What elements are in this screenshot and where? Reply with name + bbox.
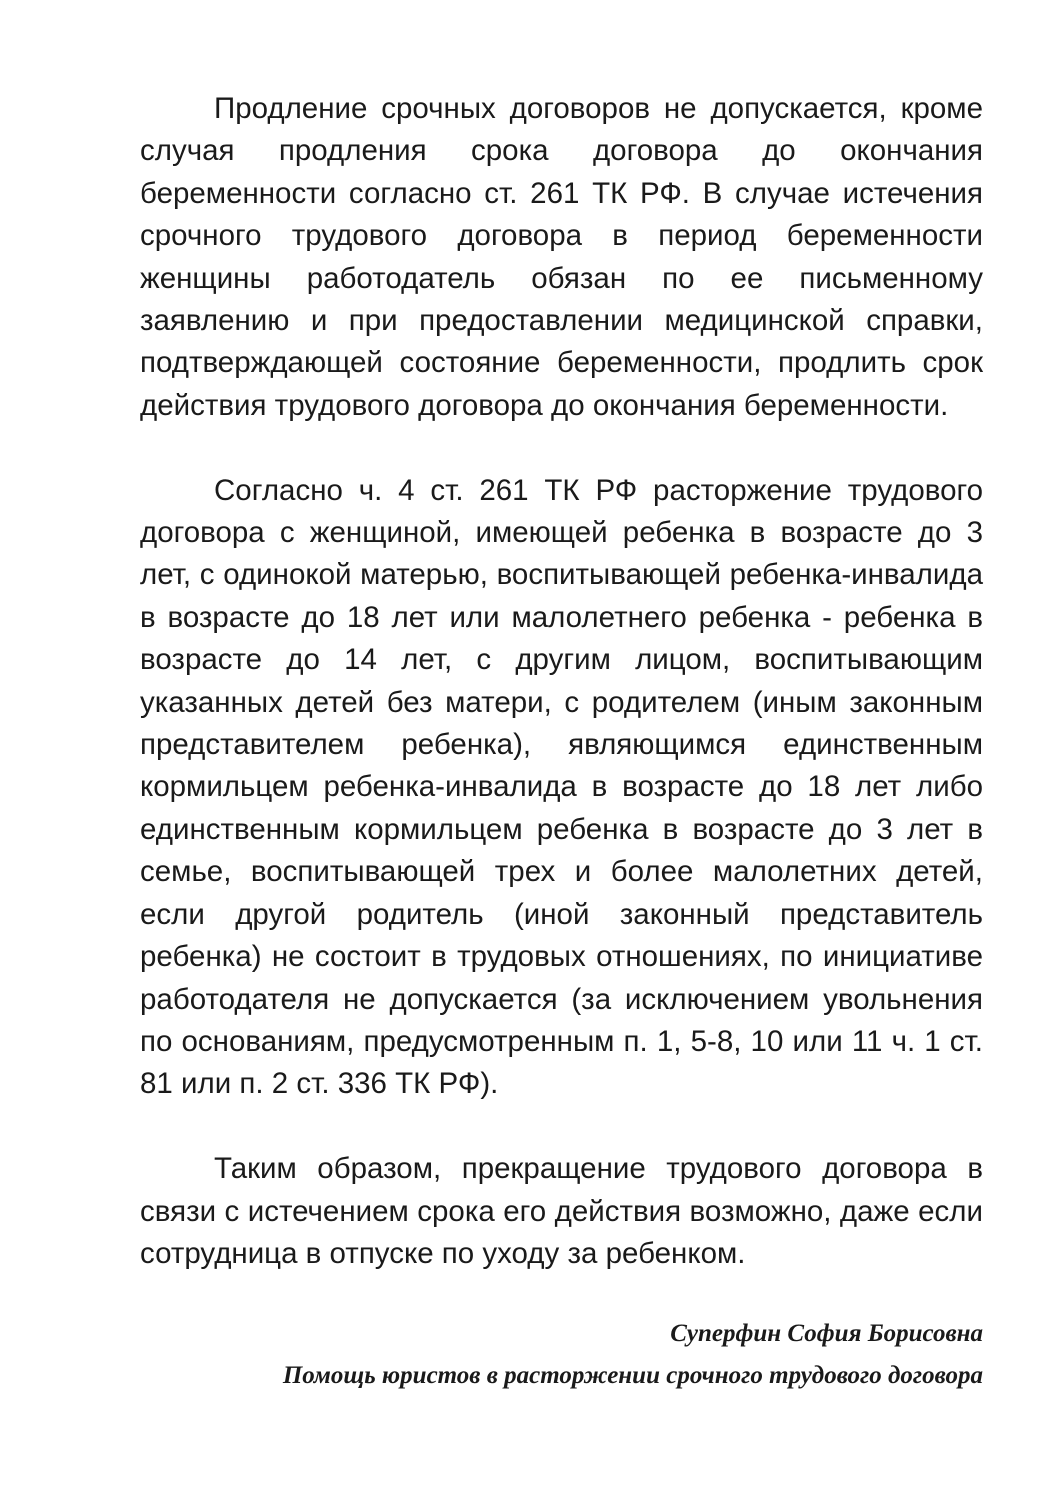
- signature-author: Суперфин София Борисовна: [670, 1320, 983, 1348]
- paragraph-spacer: [140, 1106, 983, 1148]
- paragraph-conclusion: Таким образом, прекращение трудового договора в связи с истечением срока его действия возможно, даже если сотрудница в отпуске по уходу за ребенком.: [140, 1152, 983, 1270]
- paragraph-spacer: [140, 427, 983, 469]
- signature-caption: Помощь юристов в расторжении срочного трудового договора: [282, 1362, 983, 1390]
- signature-spacer: [140, 1275, 983, 1313]
- paragraph-extension-pregnancy: Продление срочных договоров не допускается, кроме случая продления срока договора до окончания беременности согласно ст. 261 ТК РФ. В случае истечения срочного трудового договора в период беременности женщины работодатель обязан по ее письменному заявлению и при предоставлении медицинской справки, подтверждающей состояние беременности, продлить срок действия трудового договора до окончания беременности.: [140, 92, 983, 422]
- paragraph-article-261: Согласно ч. 4 ст. 261 ТК РФ расторжение трудового договора с женщиной, имеющей ребенка в возрасте до 3 лет, с одинокой матерью, воспитывающей ребенка-инвалида в возрасте до 18 лет или малолетнего ребенка - ребенка в возрасте до 14 лет, с другим лицом, воспитывающим указанных детей без матери, с родителем (иным законным представителем ребенка), являющимся единственным кормильцем ребенка-инвалида в возрасте до 18 лет либо единственным кормильцем ребенка в возрасте до 3 лет в семье, воспитывающей трех и более малолетних детей, если другой родитель (иной законный представитель ребенка) не состоит в трудовых отношениях, по инициативе работодателя не допускается (за исключением увольнения по основаниям, предусмотренным п. 1, 5-8, 10 или 11 ч. 1 ст. 81 или п. 2 ст. 336 ТК РФ).: [140, 473, 983, 1101]
- document-page: [140, 88, 983, 1397]
